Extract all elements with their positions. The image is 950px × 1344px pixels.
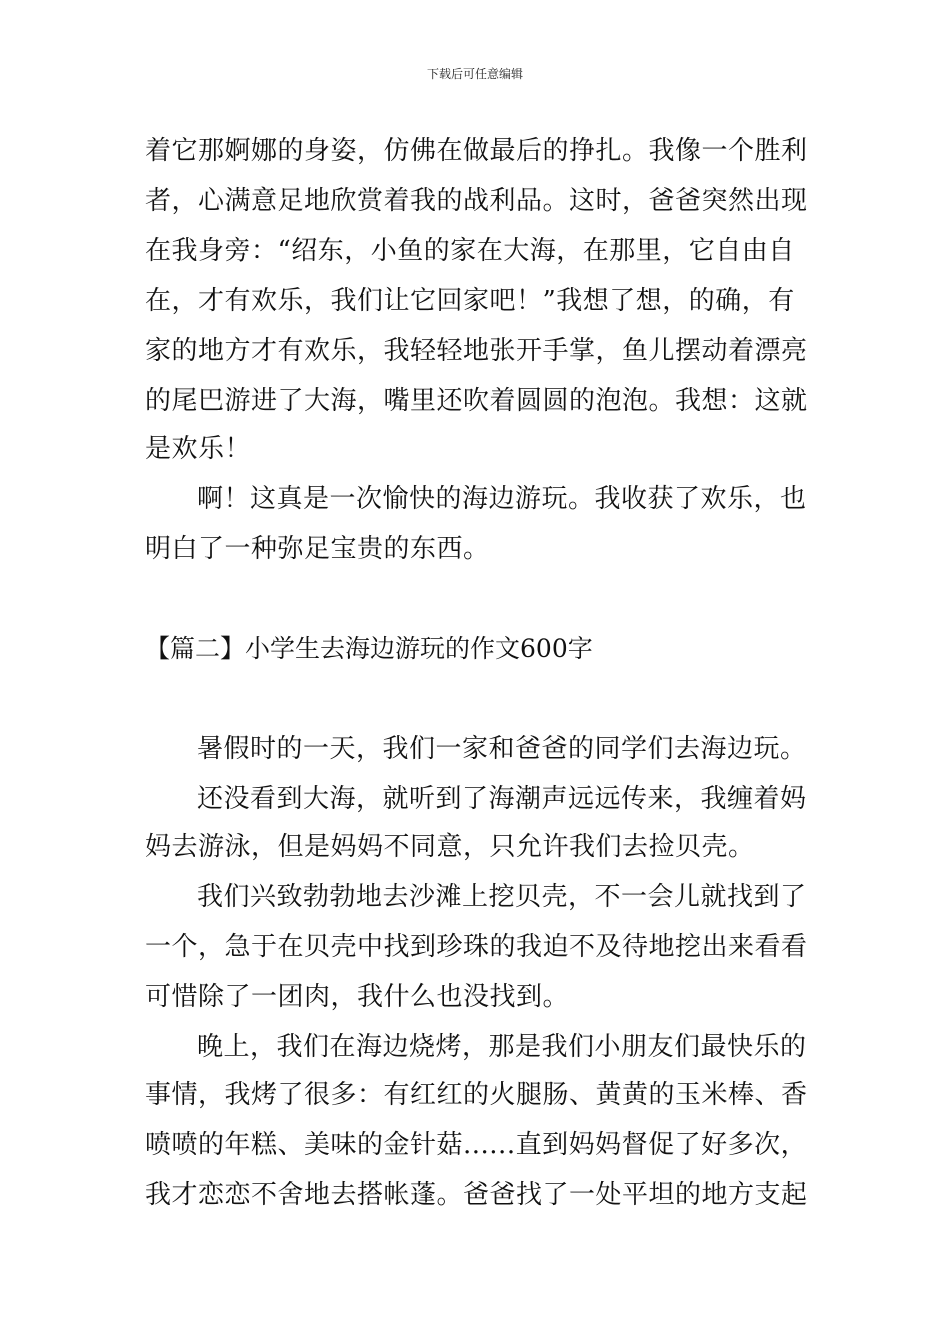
paragraph-line: 明白了一种弥足宝贵的东西。 [145, 534, 490, 564]
section-heading: 【篇二】小学生去海边游玩的作文600字 [145, 634, 593, 663]
paragraph-line: 在，才有欢乐，我们让它回家吧！”我想了想，的确，有 [145, 286, 795, 316]
paragraph-line: 还没看到大海，就听到了海潮声远远传来，我缠着妈 [197, 784, 807, 814]
paragraph-line: 的尾巴游进了大海，嘴里还吹着圆圆的泡泡。我想：这就 [145, 386, 808, 416]
paragraph-line: 啊！这真是一次愉快的海边游玩。我收获了欢乐，也 [197, 484, 807, 514]
paragraph-line: 者，心满意足地欣赏着我的战利品。这时，爸爸突然出现 [145, 186, 808, 216]
paragraph-line: 事情，我烤了很多：有红红的火腿肠、黄黄的玉米棒、香 [145, 1080, 808, 1110]
paragraph-line: 在我身旁：“绍东，小鱼的家在大海，在那里，它自由自 [145, 236, 795, 266]
paragraph-line: 可惜除了一团肉，我什么也没找到。 [145, 982, 570, 1012]
paragraph-line: 晚上，我们在海边烧烤，那是我们小朋友们最快乐的 [197, 1032, 807, 1062]
paragraph-line: 着它那婀娜的身姿，仿佛在做最后的挣扎。我像一个胜利 [145, 136, 808, 166]
paragraph-line: 我们兴致勃勃地去沙滩上挖贝壳，不一会儿就找到了 [197, 882, 807, 912]
paragraph-line: 家的地方才有欢乐，我轻轻地张开手掌，鱼儿摆动着漂亮 [145, 336, 808, 366]
paragraph-line: 妈去游泳，但是妈妈不同意，只允许我们去捡贝壳。 [145, 832, 755, 862]
paragraph-line: 暑假时的一天，我们一家和爸爸的同学们去海边玩。 [197, 734, 807, 764]
paragraph-line: 喷喷的年糕、美味的金针菇......直到妈妈督促了好多次， [145, 1130, 808, 1160]
page-header: 下载后可任意编辑 [426, 67, 523, 81]
paragraph-line: 一个，急于在贝壳中找到珍珠的我迫不及待地挖出来看看 [145, 932, 808, 962]
paragraph-line: 我才恋恋不舍地去搭帐蓬。爸爸找了一处平坦的地方支起 [145, 1180, 808, 1210]
paragraph-line: 是欢乐！ [145, 434, 252, 464]
